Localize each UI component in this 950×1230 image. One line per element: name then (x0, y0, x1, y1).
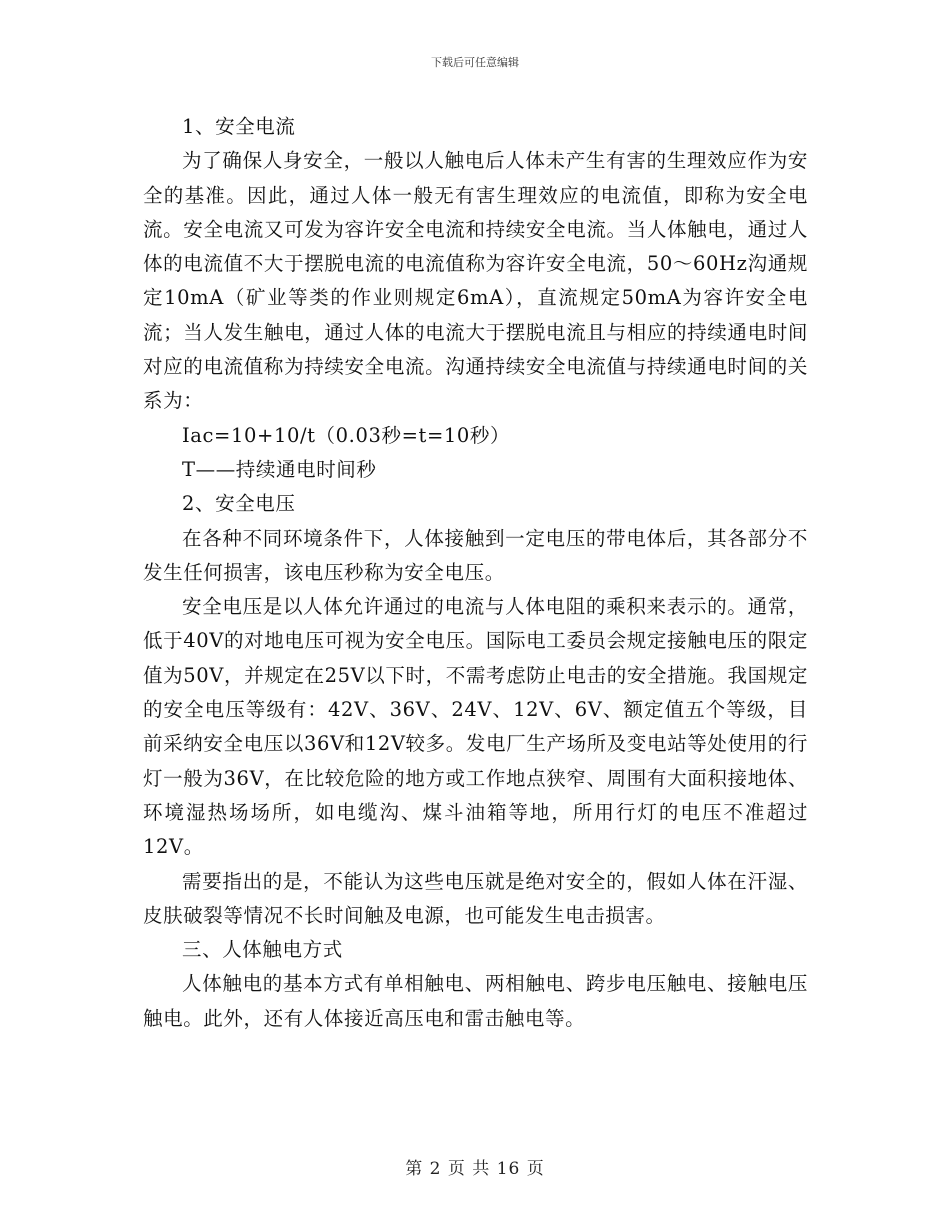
paragraph-safe-current-definition: 为了确保人身安全，一般以人触电后人体未产生有害的生理效应作为安全的基准。因此，通过人体一般无有害生理效应的电流值，即称为安全电流。安全电流又可发为容许安全电流和持续安全电流。当人体触电，通过人体的电流值不大于摆脱电流的电流值称为容许安全电流，50～60Hz沟通规定10mA（矿业等类的作业则规定6mA），直流规定50mA为容许安全电流；当人发生触电，通过人体的电流大于摆脱电流且与相应的持续通电时间对应的电流值称为持续安全电流。沟通持续安全电流值与持续通电时间的关系为： (143, 149, 808, 413)
heading-electric-shock-modes: 三、人体触电方式 (182, 938, 343, 962)
formula-iac: Iac=10+10/t（0.03秒=t=10秒） (182, 423, 511, 447)
header-note: 下载后可任意编辑 (431, 56, 519, 69)
paragraph-safety-caution: 需要指出的是，不能认为这些电压就是绝对安全的，假如人体在汗湿、皮肤破裂等情况不长时间触及电源，也可能发生电击损害。 (143, 869, 808, 927)
page-number-footer: 第 2 页 共 16 页 (405, 1159, 545, 1179)
paragraph-electric-shock-modes: 人体触电的基本方式有单相触电、两相触电、跨步电压触电、接触电压触电。此外，还有人体接近高压电和雷击触电等。 (143, 972, 808, 1030)
formula-variable-t: T——持续通电时间秒 (182, 457, 377, 481)
heading-safe-voltage: 2、安全电压 (182, 492, 296, 516)
document-body (143, 110, 808, 1036)
paragraph-safe-voltage-levels: 安全电压是以人体允许通过的电流与人体电阻的乘积来表示的。通常，低于40V的对地电压可视为安全电压。国际电工委员会规定接触电压的限定值为50V，并规定在25V以下时，不需考虑防止电击的安全措施。我国规定的安全电压等级有：42V、36V、24V、12V、6V、额定值五个等级，目前采纳安全电压以36V和12V较多。发电厂生产场所及变电站等处使用的行灯一般为36V，在比较危险的地方或工作地点狭窄、周围有大面积接地体、环境湿热场场所，如电缆沟、煤斗油箱等地，所用行灯的电压不准超过12V。 (143, 595, 808, 859)
paragraph-safe-voltage-definition: 在各种不同环境条件下，人体接触到一定电压的带电体后，其各部分不发生任何损害，该电压秒称为安全电压。 (143, 526, 808, 584)
heading-safe-current: 1、安全电流 (182, 115, 296, 138)
